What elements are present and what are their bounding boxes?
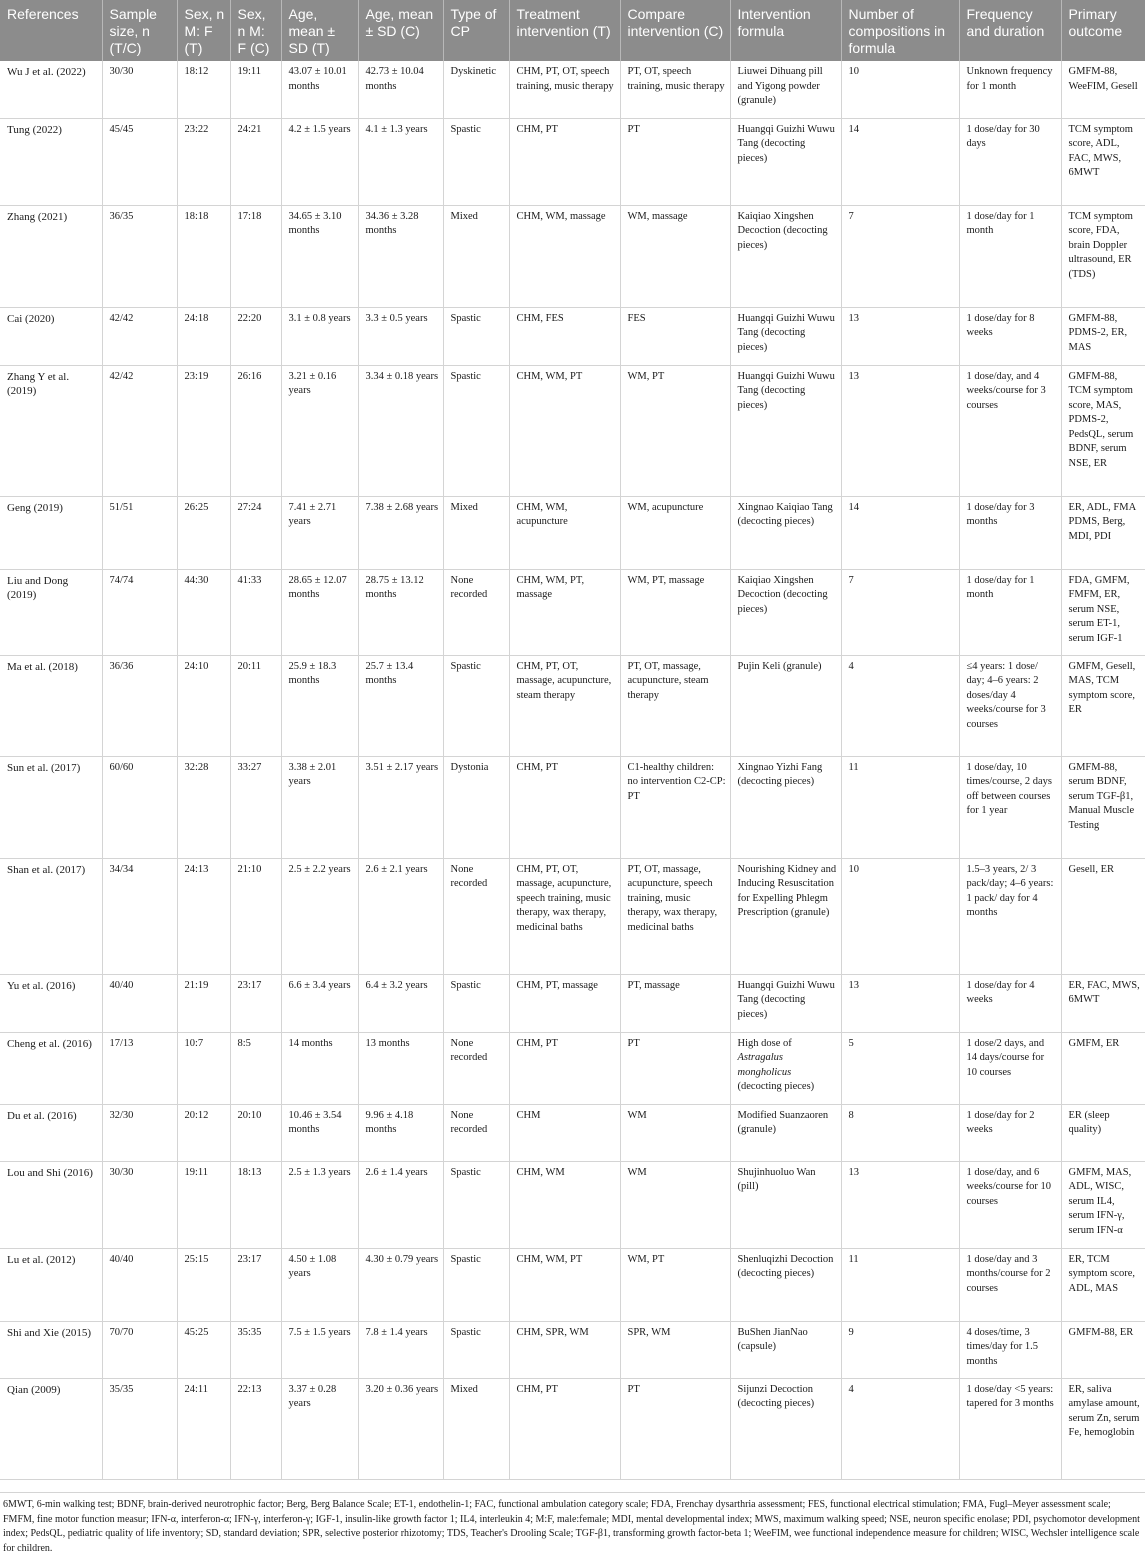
cell-sex-c: 21:10 bbox=[230, 858, 281, 974]
cell-compare: WM, PT bbox=[620, 365, 730, 496]
cell-compositions: 13 bbox=[841, 974, 959, 1032]
cell-compositions: 5 bbox=[841, 1032, 959, 1104]
cell-sample-size: 60/60 bbox=[102, 756, 177, 858]
table-row bbox=[0, 858, 1145, 974]
cell-sex-c: 22:13 bbox=[230, 1378, 281, 1479]
cell-sex-t: 26:25 bbox=[177, 496, 230, 569]
cell-primary-outcome: TCM symptom score, ADL, FAC, MWS, 6MWT bbox=[1061, 118, 1145, 205]
cell-treatment: CHM, WM, massage bbox=[509, 205, 620, 307]
cell-compositions: 9 bbox=[841, 1321, 959, 1378]
table-body bbox=[0, 61, 1145, 1479]
cell-type-of-cp: None recorded bbox=[443, 858, 509, 974]
cell-reference: Zhang (2021) bbox=[0, 205, 102, 307]
cell-reference: Cai (2020) bbox=[0, 307, 102, 365]
cell-reference: Ma et al. (2018) bbox=[0, 655, 102, 756]
table-row bbox=[0, 118, 1145, 205]
cell-compositions: 8 bbox=[841, 1104, 959, 1161]
cell-compositions: 13 bbox=[841, 307, 959, 365]
cell-compare: PT bbox=[620, 118, 730, 205]
cell-sex-c: 24:21 bbox=[230, 118, 281, 205]
cell-reference: Zhang Y et al. (2019) bbox=[0, 365, 102, 496]
cell-compositions: 14 bbox=[841, 118, 959, 205]
cell-reference: Wu J et al. (2022) bbox=[0, 61, 102, 118]
col-header-treatment: Treatment intervention (T) bbox=[509, 0, 620, 61]
cell-compare: WM, PT, massage bbox=[620, 569, 730, 655]
cell-age-c: 2.6 ± 1.4 years bbox=[358, 1161, 443, 1248]
cell-compare: WM bbox=[620, 1161, 730, 1248]
cell-sex-c: 19:11 bbox=[230, 61, 281, 118]
cell-primary-outcome: FDA, GMFM, FMFM, ER, serum NSE, serum ET-1, serum IGF-1 bbox=[1061, 569, 1145, 655]
cell-sex-t: 45:25 bbox=[177, 1321, 230, 1378]
cell-sex-c: 27:24 bbox=[230, 496, 281, 569]
cell-frequency: 1 dose/day for 1 month bbox=[959, 205, 1061, 307]
cell-formula: Nourishing Kidney and Inducing Resuscitation for Expelling Phlegm Prescription (granule) bbox=[730, 858, 841, 974]
cell-age-c: 3.34 ± 0.18 years bbox=[358, 365, 443, 496]
cell-compare: PT, OT, massage, acupuncture, steam therapy bbox=[620, 655, 730, 756]
cell-age-t: 3.21 ± 0.16 years bbox=[281, 365, 358, 496]
cell-primary-outcome: GMFM-88, TCM symptom score, MAS, PDMS-2, PedsQL, serum BDNF, serum NSE, ER bbox=[1061, 365, 1145, 496]
cell-compositions: 13 bbox=[841, 365, 959, 496]
table-row bbox=[0, 1104, 1145, 1161]
cell-primary-outcome: TCM symptom score, FDA, brain Doppler ultrasound, ER (TDS) bbox=[1061, 205, 1145, 307]
cell-compare: C1-healthy children: no intervention C2-CP: PT bbox=[620, 756, 730, 858]
cell-formula: Xingnao Yizhi Fang (decocting pieces) bbox=[730, 756, 841, 858]
table-row bbox=[0, 655, 1145, 756]
cell-formula: Shujinhuoluo Wan (pill) bbox=[730, 1161, 841, 1248]
cell-primary-outcome: ER, FAC, MWS, 6MWT bbox=[1061, 974, 1145, 1032]
cell-treatment: CHM bbox=[509, 1104, 620, 1161]
cell-reference: Liu and Dong (2019) bbox=[0, 569, 102, 655]
cell-age-c: 28.75 ± 13.12 months bbox=[358, 569, 443, 655]
cell-type-of-cp: Dyskinetic bbox=[443, 61, 509, 118]
cell-primary-outcome: GMFM-88, serum BDNF, serum TGF-β1, Manual Muscle Testing bbox=[1061, 756, 1145, 858]
table-row bbox=[0, 1161, 1145, 1248]
cell-age-t: 14 months bbox=[281, 1032, 358, 1104]
cell-primary-outcome: GMFM-88, PDMS-2, ER, MAS bbox=[1061, 307, 1145, 365]
cell-sex-t: 32:28 bbox=[177, 756, 230, 858]
cell-frequency: Unknown frequency for 1 month bbox=[959, 61, 1061, 118]
cell-frequency: 1 dose/day, and 4 weeks/course for 3 courses bbox=[959, 365, 1061, 496]
cell-age-c: 4.30 ± 0.79 years bbox=[358, 1248, 443, 1321]
cell-frequency: 1 dose/day for 8 weeks bbox=[959, 307, 1061, 365]
footnote-divider bbox=[0, 1492, 1145, 1493]
cell-age-t: 4.50 ± 1.08 years bbox=[281, 1248, 358, 1321]
cell-compositions: 13 bbox=[841, 1161, 959, 1248]
table-row bbox=[0, 569, 1145, 655]
cell-age-t: 28.65 ± 12.07 months bbox=[281, 569, 358, 655]
col-header-formula: Intervention formula bbox=[730, 0, 841, 61]
cell-compare: PT, OT, massage, acupuncture, speech training, music therapy, wax therapy, medicinal baths bbox=[620, 858, 730, 974]
cell-sample-size: 36/35 bbox=[102, 205, 177, 307]
cell-sex-c: 33:27 bbox=[230, 756, 281, 858]
cell-sample-size: 40/40 bbox=[102, 974, 177, 1032]
cell-compare: PT bbox=[620, 1032, 730, 1104]
cell-formula: Liuwei Dihuang pill and Yigong powder (granule) bbox=[730, 61, 841, 118]
cell-age-t: 7.41 ± 2.71 years bbox=[281, 496, 358, 569]
cell-type-of-cp: None recorded bbox=[443, 1104, 509, 1161]
cell-reference: Cheng et al. (2016) bbox=[0, 1032, 102, 1104]
cell-age-c: 7.8 ± 1.4 years bbox=[358, 1321, 443, 1378]
cell-reference: Sun et al. (2017) bbox=[0, 756, 102, 858]
cell-compositions: 14 bbox=[841, 496, 959, 569]
cell-compare: PT, OT, speech training, music therapy bbox=[620, 61, 730, 118]
col-header-primary-outcome: Primary outcome bbox=[1061, 0, 1145, 61]
cell-treatment: CHM, PT bbox=[509, 118, 620, 205]
col-header-frequency: Frequency and duration bbox=[959, 0, 1061, 61]
cell-primary-outcome: GMFM-88, WeeFIM, Gesell bbox=[1061, 61, 1145, 118]
cell-sex-c: 22:20 bbox=[230, 307, 281, 365]
table-row bbox=[0, 1378, 1145, 1479]
cell-sample-size: 17/13 bbox=[102, 1032, 177, 1104]
col-header-sex-t: Sex, n M: F (T) bbox=[177, 0, 230, 61]
cell-age-t: 3.37 ± 0.28 years bbox=[281, 1378, 358, 1479]
cell-compositions: 10 bbox=[841, 858, 959, 974]
cell-sex-t: 20:12 bbox=[177, 1104, 230, 1161]
cell-compare: WM, massage bbox=[620, 205, 730, 307]
cell-sex-t: 10:7 bbox=[177, 1032, 230, 1104]
cell-sex-t: 18:18 bbox=[177, 205, 230, 307]
cell-sex-t: 24:18 bbox=[177, 307, 230, 365]
cell-type-of-cp: Mixed bbox=[443, 496, 509, 569]
cell-primary-outcome: Gesell, ER bbox=[1061, 858, 1145, 974]
table-row bbox=[0, 61, 1145, 118]
cell-sample-size: 70/70 bbox=[102, 1321, 177, 1378]
cell-primary-outcome: GMFM, MAS, ADL, WISC, serum IL4, serum IFN-γ, serum IFN-α bbox=[1061, 1161, 1145, 1248]
cell-sex-c: 35:35 bbox=[230, 1321, 281, 1378]
cell-age-t: 4.2 ± 1.5 years bbox=[281, 118, 358, 205]
cell-type-of-cp: None recorded bbox=[443, 1032, 509, 1104]
cell-compare: SPR, WM bbox=[620, 1321, 730, 1378]
cell-primary-outcome: ER, TCM symptom score, ADL, MAS bbox=[1061, 1248, 1145, 1321]
cell-primary-outcome: GMFM, ER bbox=[1061, 1032, 1145, 1104]
cell-treatment: CHM, WM, PT bbox=[509, 365, 620, 496]
cell-sample-size: 42/42 bbox=[102, 307, 177, 365]
cell-age-c: 7.38 ± 2.68 years bbox=[358, 496, 443, 569]
cell-type-of-cp: Spastic bbox=[443, 1321, 509, 1378]
cell-sex-t: 25:15 bbox=[177, 1248, 230, 1321]
cell-treatment: CHM, PT bbox=[509, 756, 620, 858]
cell-age-c: 9.96 ± 4.18 months bbox=[358, 1104, 443, 1161]
cell-sex-c: 26:16 bbox=[230, 365, 281, 496]
cell-formula: Huangqi Guizhi Wuwu Tang (decocting pieces) bbox=[730, 974, 841, 1032]
col-header-age-c: Age, mean ± SD (C) bbox=[358, 0, 443, 61]
cell-sex-t: 23:22 bbox=[177, 118, 230, 205]
cell-frequency: 1 dose/day for 2 weeks bbox=[959, 1104, 1061, 1161]
cell-formula: Shenluqizhi Decoction (decocting pieces) bbox=[730, 1248, 841, 1321]
cell-reference: Yu et al. (2016) bbox=[0, 974, 102, 1032]
cell-compositions: 11 bbox=[841, 756, 959, 858]
cell-compositions: 4 bbox=[841, 655, 959, 756]
cell-frequency: 1 dose/day <5 years: tapered for 3 months bbox=[959, 1378, 1061, 1479]
cell-age-c: 3.51 ± 2.17 years bbox=[358, 756, 443, 858]
cell-age-t: 2.5 ± 2.2 years bbox=[281, 858, 358, 974]
cell-reference: Qian (2009) bbox=[0, 1378, 102, 1479]
cell-age-c: 25.7 ± 13.4 months bbox=[358, 655, 443, 756]
table-row bbox=[0, 974, 1145, 1032]
table-header-row bbox=[0, 0, 1145, 61]
cell-age-c: 6.4 ± 3.2 years bbox=[358, 974, 443, 1032]
cell-treatment: CHM, FES bbox=[509, 307, 620, 365]
cell-sample-size: 45/45 bbox=[102, 118, 177, 205]
cell-primary-outcome: ER (sleep quality) bbox=[1061, 1104, 1145, 1161]
cell-treatment: CHM, WM, PT bbox=[509, 1248, 620, 1321]
col-header-sex-c: Sex, n M: F (C) bbox=[230, 0, 281, 61]
cell-frequency: 1.5–3 years, 2/ 3 pack/day; 4–6 years: 1 pack/ day for 4 months bbox=[959, 858, 1061, 974]
cell-type-of-cp: Dystonia bbox=[443, 756, 509, 858]
cell-primary-outcome: GMFM, Gesell, MAS, TCM symptom score, ER bbox=[1061, 655, 1145, 756]
cell-formula: Huangqi Guizhi Wuwu Tang (decocting pieces) bbox=[730, 365, 841, 496]
cell-compare: WM, PT bbox=[620, 1248, 730, 1321]
cell-frequency: 1 dose/day for 1 month bbox=[959, 569, 1061, 655]
table-row bbox=[0, 365, 1145, 496]
cell-type-of-cp: Spastic bbox=[443, 1248, 509, 1321]
cell-sample-size: 36/36 bbox=[102, 655, 177, 756]
cell-frequency: 1 dose/day for 3 months bbox=[959, 496, 1061, 569]
cell-type-of-cp: Spastic bbox=[443, 307, 509, 365]
cell-age-t: 3.38 ± 2.01 years bbox=[281, 756, 358, 858]
table-footnote: 6MWT, 6-min walking test; BDNF, brain-derived neurotrophic factor; Berg, Berg Balance Scale; ET-1, endothelin-1; FAC, functional ambulation category scale; FDA, Frenchay dysarthria assessment; FES, functional electrical stimulation; FMA, Fugl–Meyer assessment scale; FMFM, fine motor function measur; IFN-α, interferon-α; IFN-γ, interferon-γ; IGF-1, insulin-like growth factor 1; IL4, interleukin 4; M:F, male:female; MDI, mental developmental index; MWS, maximum walking speed; NSE, neuron specific enolase; PDI, psychomotor development index; PedsQL, pediatric quality of life inventory; SD, standard deviation; SPR, selective posterior rhizotomy; TDS, Teacher's Drooling Scale; TGF-β1, transforming growth factor-beta 1; WeeFIM, wee functional independence measure for children; WISC, Wechsler intelligence scale for children. bbox=[3, 1499, 1140, 1554]
col-header-compositions: Number of compositions in formula bbox=[841, 0, 959, 61]
cell-sample-size: 40/40 bbox=[102, 1248, 177, 1321]
cell-age-t: 25.9 ± 18.3 months bbox=[281, 655, 358, 756]
cell-age-c: 2.6 ± 2.1 years bbox=[358, 858, 443, 974]
cell-frequency: 4 doses/time, 3 times/day for 1.5 months bbox=[959, 1321, 1061, 1378]
cell-sex-t: 24:11 bbox=[177, 1378, 230, 1479]
cell-sex-t: 44:30 bbox=[177, 569, 230, 655]
cell-compositions: 10 bbox=[841, 61, 959, 118]
cell-treatment: CHM, PT, OT, massage, acupuncture, speech training, music therapy, wax therapy, medicinal baths bbox=[509, 858, 620, 974]
cell-age-c: 42.73 ± 10.04 months bbox=[358, 61, 443, 118]
cell-compare: FES bbox=[620, 307, 730, 365]
cell-age-c: 4.1 ± 1.3 years bbox=[358, 118, 443, 205]
cell-frequency: 1 dose/day, and 6 weeks/course for 10 courses bbox=[959, 1161, 1061, 1248]
col-header-references: References bbox=[0, 0, 102, 61]
cell-sex-c: 18:13 bbox=[230, 1161, 281, 1248]
cell-sex-t: 24:13 bbox=[177, 858, 230, 974]
table-row bbox=[0, 496, 1145, 569]
cell-formula: BuShen JianNao (capsule) bbox=[730, 1321, 841, 1378]
cell-frequency: 1 dose/day for 4 weeks bbox=[959, 974, 1061, 1032]
cell-age-t: 3.1 ± 0.8 years bbox=[281, 307, 358, 365]
cell-type-of-cp: Spastic bbox=[443, 655, 509, 756]
cell-treatment: CHM, SPR, WM bbox=[509, 1321, 620, 1378]
cell-treatment: CHM, WM, acupuncture bbox=[509, 496, 620, 569]
cell-compositions: 11 bbox=[841, 1248, 959, 1321]
cell-sex-c: 20:10 bbox=[230, 1104, 281, 1161]
cell-sex-c: 41:33 bbox=[230, 569, 281, 655]
cell-age-t: 34.65 ± 3.10 months bbox=[281, 205, 358, 307]
cell-sample-size: 30/30 bbox=[102, 1161, 177, 1248]
cell-sample-size: 51/51 bbox=[102, 496, 177, 569]
cell-primary-outcome: ER, ADL, FMA PDMS, Berg, MDI, PDI bbox=[1061, 496, 1145, 569]
cell-formula: Huangqi Guizhi Wuwu Tang (decocting pieces) bbox=[730, 307, 841, 365]
cell-sample-size: 35/35 bbox=[102, 1378, 177, 1479]
table-row bbox=[0, 205, 1145, 307]
cell-formula: Kaiqiao Xingshen Decoction (decocting pieces) bbox=[730, 205, 841, 307]
cell-treatment: CHM, WM bbox=[509, 1161, 620, 1248]
cell-compare: PT, massage bbox=[620, 974, 730, 1032]
cell-compositions: 7 bbox=[841, 569, 959, 655]
cell-reference: Lou and Shi (2016) bbox=[0, 1161, 102, 1248]
cell-treatment: CHM, PT bbox=[509, 1032, 620, 1104]
col-header-type-of-cp: Type of CP bbox=[443, 0, 509, 61]
cell-sample-size: 74/74 bbox=[102, 569, 177, 655]
cell-frequency: ≤4 years: 1 dose/ day; 4–6 years: 2 doses/day 4 weeks/course for 3 courses bbox=[959, 655, 1061, 756]
table-row bbox=[0, 1248, 1145, 1321]
cell-formula: Pujin Keli (granule) bbox=[730, 655, 841, 756]
cell-age-t: 7.5 ± 1.5 years bbox=[281, 1321, 358, 1378]
cell-age-t: 6.6 ± 3.4 years bbox=[281, 974, 358, 1032]
cell-reference: Lu et al. (2012) bbox=[0, 1248, 102, 1321]
cell-sex-c: 20:11 bbox=[230, 655, 281, 756]
cell-treatment: CHM, PT bbox=[509, 1378, 620, 1479]
cell-age-t: 2.5 ± 1.3 years bbox=[281, 1161, 358, 1248]
cell-type-of-cp: Spastic bbox=[443, 1161, 509, 1248]
cell-frequency: 1 dose/day and 3 months/course for 2 courses bbox=[959, 1248, 1061, 1321]
species-name: Astragalus mongholicus bbox=[737, 1052, 792, 1078]
cell-compositions: 4 bbox=[841, 1378, 959, 1479]
cell-type-of-cp: Spastic bbox=[443, 118, 509, 205]
cell-primary-outcome: GMFM-88, ER bbox=[1061, 1321, 1145, 1378]
cell-treatment: CHM, PT, OT, speech training, music therapy bbox=[509, 61, 620, 118]
cell-sample-size: 42/42 bbox=[102, 365, 177, 496]
cell-sample-size: 30/30 bbox=[102, 61, 177, 118]
cell-sex-t: 24:10 bbox=[177, 655, 230, 756]
cell-primary-outcome: ER, saliva amylase amount, serum Zn, serum Fe, hemoglobin bbox=[1061, 1378, 1145, 1479]
cell-reference: Du et al. (2016) bbox=[0, 1104, 102, 1161]
cell-treatment: CHM, PT, OT, massage, acupuncture, steam therapy bbox=[509, 655, 620, 756]
cell-age-c: 3.20 ± 0.36 years bbox=[358, 1378, 443, 1479]
cell-frequency: 1 dose/2 days, and 14 days/course for 10 courses bbox=[959, 1032, 1061, 1104]
cell-sex-c: 8:5 bbox=[230, 1032, 281, 1104]
cell-frequency: 1 dose/day for 30 days bbox=[959, 118, 1061, 205]
cell-age-t: 43.07 ± 10.01 months bbox=[281, 61, 358, 118]
cell-treatment: CHM, WM, PT, massage bbox=[509, 569, 620, 655]
cell-frequency: 1 dose/day, 10 times/course, 2 days off between courses for 1 year bbox=[959, 756, 1061, 858]
cell-sex-c: 23:17 bbox=[230, 1248, 281, 1321]
cell-sex-c: 23:17 bbox=[230, 974, 281, 1032]
cell-compositions: 7 bbox=[841, 205, 959, 307]
cell-sex-t: 18:12 bbox=[177, 61, 230, 118]
cell-formula: High dose of Astragalus mongholicus (decocting pieces) bbox=[730, 1032, 841, 1104]
cell-sample-size: 32/30 bbox=[102, 1104, 177, 1161]
table-row bbox=[0, 1321, 1145, 1378]
col-header-sample-size: Sample size, n (T/C) bbox=[102, 0, 177, 61]
cell-age-t: 10.46 ± 3.54 months bbox=[281, 1104, 358, 1161]
cell-compare: WM, acupuncture bbox=[620, 496, 730, 569]
cell-sex-t: 21:19 bbox=[177, 974, 230, 1032]
cell-age-c: 13 months bbox=[358, 1032, 443, 1104]
cell-type-of-cp: Mixed bbox=[443, 1378, 509, 1479]
cell-sex-t: 23:19 bbox=[177, 365, 230, 496]
table-row bbox=[0, 1032, 1145, 1104]
cell-treatment: CHM, PT, massage bbox=[509, 974, 620, 1032]
col-header-age-t: Age, mean ± SD (T) bbox=[281, 0, 358, 61]
cell-sex-c: 17:18 bbox=[230, 205, 281, 307]
cell-formula: Xingnao Kaiqiao Tang (decocting pieces) bbox=[730, 496, 841, 569]
table-row bbox=[0, 756, 1145, 858]
cell-sample-size: 34/34 bbox=[102, 858, 177, 974]
cell-age-c: 34.36 ± 3.28 months bbox=[358, 205, 443, 307]
cell-formula: Kaiqiao Xingshen Decoction (decocting pieces) bbox=[730, 569, 841, 655]
cell-type-of-cp: Mixed bbox=[443, 205, 509, 307]
cell-reference: Shi and Xie (2015) bbox=[0, 1321, 102, 1378]
cell-compare: PT bbox=[620, 1378, 730, 1479]
cell-reference: Geng (2019) bbox=[0, 496, 102, 569]
cell-formula: Sijunzi Decoction (decocting pieces) bbox=[730, 1378, 841, 1479]
col-header-compare: Compare intervention (C) bbox=[620, 0, 730, 61]
cell-sex-t: 19:11 bbox=[177, 1161, 230, 1248]
cell-compare: WM bbox=[620, 1104, 730, 1161]
cell-formula: Huangqi Guizhi Wuwu Tang (decocting pieces) bbox=[730, 118, 841, 205]
cell-reference: Tung (2022) bbox=[0, 118, 102, 205]
cell-type-of-cp: None recorded bbox=[443, 569, 509, 655]
cell-type-of-cp: Spastic bbox=[443, 365, 509, 496]
table-row bbox=[0, 307, 1145, 365]
cell-type-of-cp: Spastic bbox=[443, 974, 509, 1032]
cell-age-c: 3.3 ± 0.5 years bbox=[358, 307, 443, 365]
cell-reference: Shan et al. (2017) bbox=[0, 858, 102, 974]
cell-formula: Modified Suanzaoren (granule) bbox=[730, 1104, 841, 1161]
